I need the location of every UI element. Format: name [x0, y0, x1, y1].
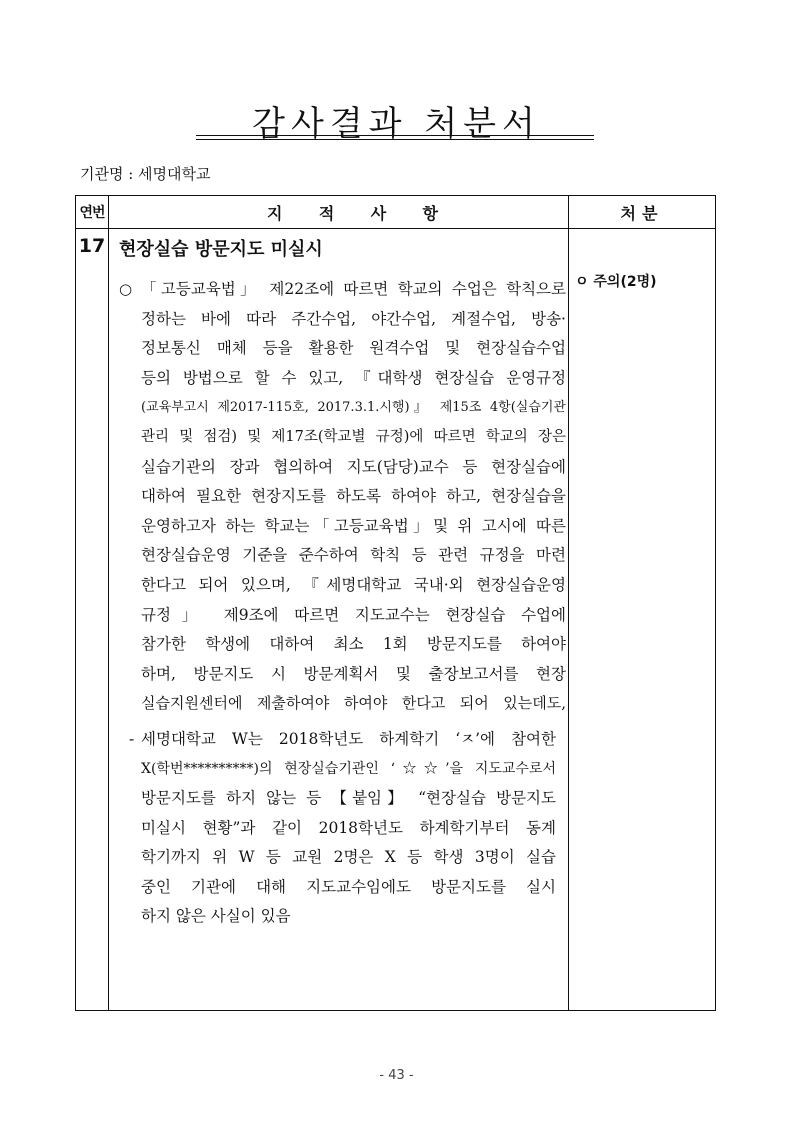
- text-line: 「고등교육법」 제22조에 따르면 학교의 수업은 학칙으로: [141, 280, 566, 298]
- text-line: 세명대학교 W는 2018학년도 하계학기 ‘ㅈ’에 참여한: [141, 729, 556, 748]
- text-line: 정보통신 매체 등을 활용한 원격수업 및 현장실습수업: [141, 339, 566, 358]
- header-char: 적: [318, 203, 335, 223]
- header-findings: [109, 196, 569, 229]
- text-line: X(학번**********)의 현장실습기관인 ‘☆☆’을 지도교수로서: [141, 760, 556, 777]
- finding-paragraph-2: [109, 725, 568, 932]
- text-line: 관리 및 점검) 및 제17조(학교별 규정)에 따르면 학교의 장은: [141, 428, 566, 445]
- text-line: 등의 방법으로 할 수 있고, 『대학생 현장실습 운영규정: [141, 368, 566, 387]
- action-cell: [569, 229, 716, 1011]
- finding-title: 현장실습 방문지도 미실시: [119, 239, 323, 260]
- text-line: 하지 않은 사실이 있음: [141, 907, 291, 926]
- text-line: 한다고 되어 있으며, 『세명대학교 국내·외 현장실습운영: [141, 575, 566, 594]
- dash-marker: -: [129, 729, 135, 748]
- org-name: 기관명 : 세명대학교: [80, 165, 211, 183]
- row-number: 17: [76, 229, 109, 1011]
- text-line: 대하여 필요한 현장지도를 하도록 하여야 하고, 현장실습을: [141, 487, 566, 506]
- bullet-icon: ○: [119, 280, 133, 298]
- text-line: (교육부고시 제2017-115호, 2017.3.1.시행)』 제15조 4항(실습기관: [141, 400, 566, 416]
- text-line: 현장실습운영 기준을 준수하여 학칙 등 관련 규정을 마련: [141, 546, 566, 565]
- header-char: 사: [370, 203, 387, 223]
- header-char: 항: [422, 203, 438, 223]
- document-title: 감사결과 처분서: [252, 104, 541, 144]
- text-line: 학기까지 위 W 등 교원 2명은 X 등 학생 3명이 실습: [141, 848, 556, 867]
- header-char: 지: [267, 203, 283, 223]
- text-line: 참가한 학생에 대하여 최소 1회 방문지도를 하여야: [141, 635, 566, 654]
- finding-paragraph-1: [109, 275, 568, 719]
- audit-table: [75, 195, 716, 1011]
- header-action: 처분: [569, 196, 716, 229]
- text-line: 중인 기관에 대해 지도교수임에도 방문지도를 실시: [141, 877, 556, 896]
- table-row: [76, 229, 716, 1011]
- page-number: - 43 -: [379, 1068, 414, 1083]
- text-line: 운영하고자 하는 학교는「고등교육법」및 위 고시에 따른: [141, 516, 566, 535]
- text-line: 실습기관의 장과 협의하여 지도(담당)교수 등 현장실습에: [141, 457, 566, 476]
- text-line: 규정」 제9조에 따르면 지도교수는 현장실습 수업에: [141, 605, 566, 624]
- action-text: ㅇ 주의(2명): [575, 274, 657, 290]
- text-line: 미실시 현황”과 같이 2018학년도 하계학기부터 동계: [141, 818, 556, 837]
- text-line: 방문지도를 하지 않는 등 【붙임】 “현장실습 방문지도: [141, 789, 556, 808]
- text-line: 정하는 바에 따라 주간수업, 야간수업, 계절수업, 방송·: [141, 309, 566, 328]
- text-line: 실습지원센터에 제출하여야 하여야 한다고 되어 있는데도,: [141, 694, 566, 713]
- table-header-row: [76, 196, 716, 229]
- header-no: 연번: [76, 196, 109, 229]
- title-underline-inner: [196, 139, 594, 140]
- findings-cell: [109, 229, 569, 1011]
- text-line: 하며, 방문지도 시 방문계획서 및 출장보고서를 현장: [141, 664, 566, 683]
- title-underline: [196, 135, 594, 136]
